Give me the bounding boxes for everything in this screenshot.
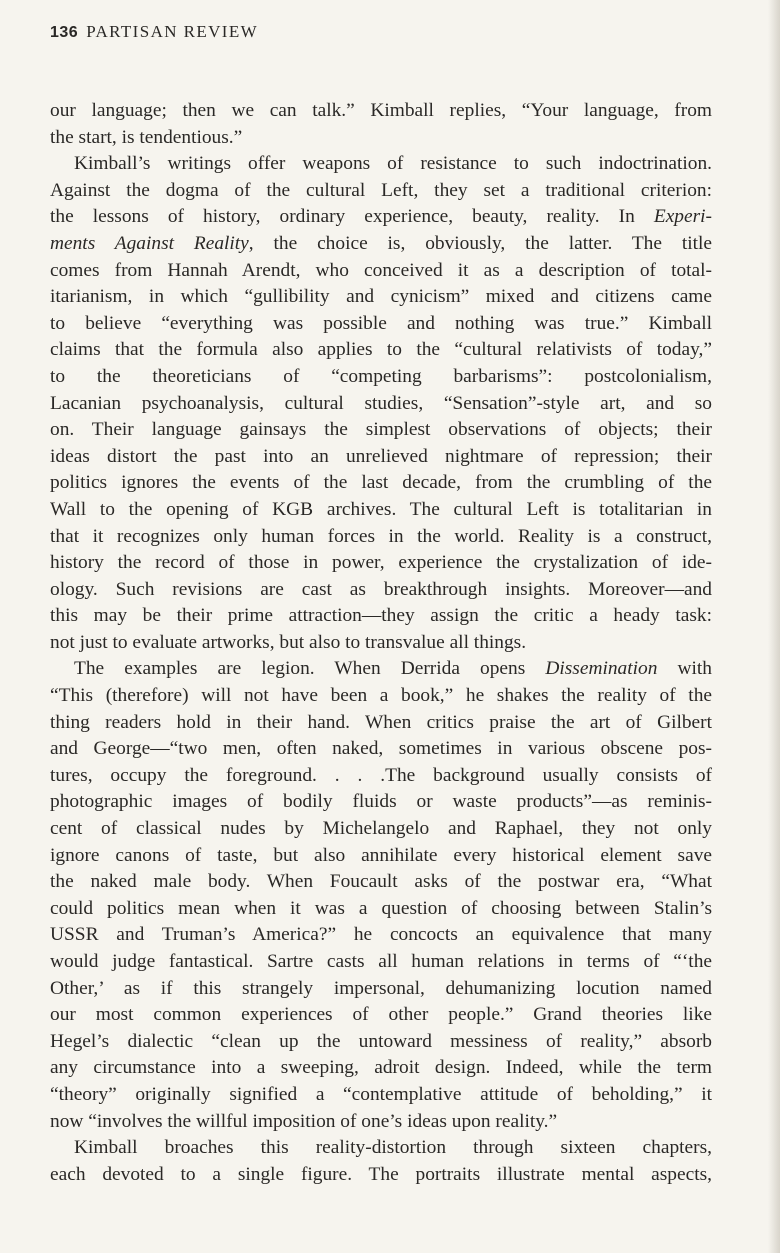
- text-line: [50, 258, 712, 285]
- page-number: 136: [50, 24, 79, 41]
- text-line: [50, 204, 712, 231]
- text-line: [50, 736, 712, 763]
- article-body-text: [50, 98, 712, 1188]
- line-text: not just to evaluate artworks, but also to transvalue all things.: [50, 631, 527, 653]
- line-text: that it recognizes only human forces in the world. Reality is a construct,: [50, 525, 712, 547]
- text-line: [50, 98, 712, 125]
- line-text: thing readers hold in their hand. When critics praise the art of Gilbert: [50, 711, 712, 733]
- line-text: ignore canons of taste, but also annihilate every historical element save: [50, 844, 712, 866]
- text-line: [50, 178, 712, 205]
- line-text: any circumstance into a sweeping, adroit design. Indeed, while the term: [50, 1057, 712, 1079]
- italic-title: Experi-: [653, 206, 712, 228]
- line-text: claims that the formula also applies to the “cultural relativists of today,”: [50, 339, 712, 361]
- text-line: [50, 710, 712, 737]
- line-text: Kimball’s writings offer weapons of resistance to such indoctrination.: [74, 153, 712, 175]
- line-text: on. Their language gainsays the simplest observations of objects; their: [50, 419, 712, 441]
- text-line: [50, 151, 712, 178]
- line-text: itarianism, in which “gullibility and cynicism” mixed and citizens came: [50, 286, 712, 308]
- line-text: Kimball broaches this reality-distortion through sixteen chapters,: [74, 1137, 712, 1159]
- line-text: each devoted to a single figure. The portraits illustrate mental aspects,: [50, 1163, 712, 1185]
- line-text: Against the dogma of the cultural Left, they set a traditional criterion:: [50, 179, 712, 201]
- line-text: “This (therefore) will not have been a book,” he shakes the reality of the: [50, 685, 712, 707]
- line-text: Other,’ as if this strangely impersonal, dehumanizing locution named: [50, 977, 712, 999]
- line-text: “theory” originally signified a “contemplative attitude of beholding,” it: [50, 1083, 712, 1105]
- text-line: [50, 125, 712, 152]
- line-text: our most common experiences of other people.” Grand theories like: [50, 1004, 712, 1026]
- text-line: [50, 976, 712, 1003]
- text-line: [50, 1162, 712, 1189]
- line-text: Lacanian psychoanalysis, cultural studies, “Sensation”-style art, and so: [50, 392, 712, 414]
- line-text: could politics mean when it was a question of choosing between Stalin’s: [50, 897, 712, 919]
- line-text: ology. Such revisions are cast as breakthrough insights. Moreover—and: [50, 578, 712, 600]
- line-text: to believe “everything was possible and nothing was true.” Kimball: [50, 312, 712, 334]
- line-text: tures, occupy the foreground. . . .The background usually consists of: [50, 764, 712, 786]
- text-line: [50, 1109, 712, 1136]
- text-line: [50, 470, 712, 497]
- text-line: [50, 1055, 712, 1082]
- text-line: [50, 656, 712, 683]
- text-line: [50, 337, 712, 364]
- text-line: [50, 630, 712, 657]
- line-text: Hegel’s dialectic “clean up the untoward messiness of reality,” absorb: [50, 1030, 712, 1052]
- text-line: [50, 869, 712, 896]
- text-line: [50, 1082, 712, 1109]
- line-text: the start, is tendentious.”: [50, 126, 243, 148]
- text-line: [50, 922, 712, 949]
- line-text: , the choice is, obviously, the latter. The title: [248, 232, 712, 254]
- text-line: [50, 843, 712, 870]
- line-text: and George—“two men, often naked, sometimes in various obscene pos-: [50, 738, 712, 760]
- text-line: [50, 1002, 712, 1029]
- line-text: with: [677, 658, 712, 680]
- text-line: [50, 231, 712, 258]
- text-line: [50, 603, 712, 630]
- line-text: comes from Hannah Arendt, who conceived it as a description of total-: [50, 259, 712, 281]
- text-line: [50, 789, 712, 816]
- line-text: politics ignores the events of the last decade, from the crumbling of the: [50, 472, 712, 494]
- line-text: this may be their prime attraction—they assign the critic a heady task:: [50, 605, 712, 627]
- text-line: [50, 311, 712, 338]
- line-text: the naked male body. When Foucault asks of the postwar era, “What: [50, 871, 712, 893]
- journal-title: PARTISAN REVIEW: [86, 22, 259, 41]
- text-line: [50, 364, 712, 391]
- text-line: [50, 417, 712, 444]
- line-text: photographic images of bodily fluids or waste products”—as reminis-: [50, 791, 712, 813]
- line-text: our language; then we can talk.” Kimball replies, “Your language, from: [50, 100, 712, 121]
- line-text: now “involves the willful imposition of one’s ideas upon reality.”: [50, 1110, 558, 1132]
- text-line: [50, 1135, 712, 1162]
- text-line: [50, 391, 712, 418]
- italic-title: ments Against Reality: [50, 232, 249, 254]
- text-line: [50, 1029, 712, 1056]
- text-line: [50, 816, 712, 843]
- text-line: [50, 577, 712, 604]
- text-line: [50, 444, 712, 471]
- text-line: [50, 497, 712, 524]
- italic-title: Dissemination: [545, 658, 658, 680]
- line-text: to the theoreticians of “competing barbarisms”: postcolonialism,: [50, 365, 712, 387]
- running-head: [50, 22, 258, 42]
- line-text: Wall to the opening of KGB archives. The cultural Left is totalitarian in: [50, 498, 712, 520]
- text-line: [50, 550, 712, 577]
- text-line: [50, 683, 712, 710]
- text-line: [50, 763, 712, 790]
- line-text: would judge fantastical. Sartre casts all human relations in terms of “‘the: [50, 951, 712, 972]
- line-text: USSR and Truman’s America?” he concocts an equivalence that many: [50, 924, 712, 946]
- text-line: [50, 896, 712, 923]
- line-text: history the record of those in power, experience the crystalization of ide-: [50, 552, 712, 574]
- line-text: the lessons of history, ordinary experience, beauty, reality. In: [50, 206, 635, 228]
- line-text: ideas distort the past into an unrelieved nightmare of repression; their: [50, 445, 712, 467]
- text-line: [50, 949, 712, 976]
- text-line: [50, 284, 712, 311]
- line-text: cent of classical nudes by Michelangelo and Raphael, they not only: [50, 818, 712, 840]
- page-edge-shadow: [768, 0, 780, 1253]
- text-line: [50, 524, 712, 551]
- line-text: The examples are legion. When Derrida opens: [74, 658, 526, 680]
